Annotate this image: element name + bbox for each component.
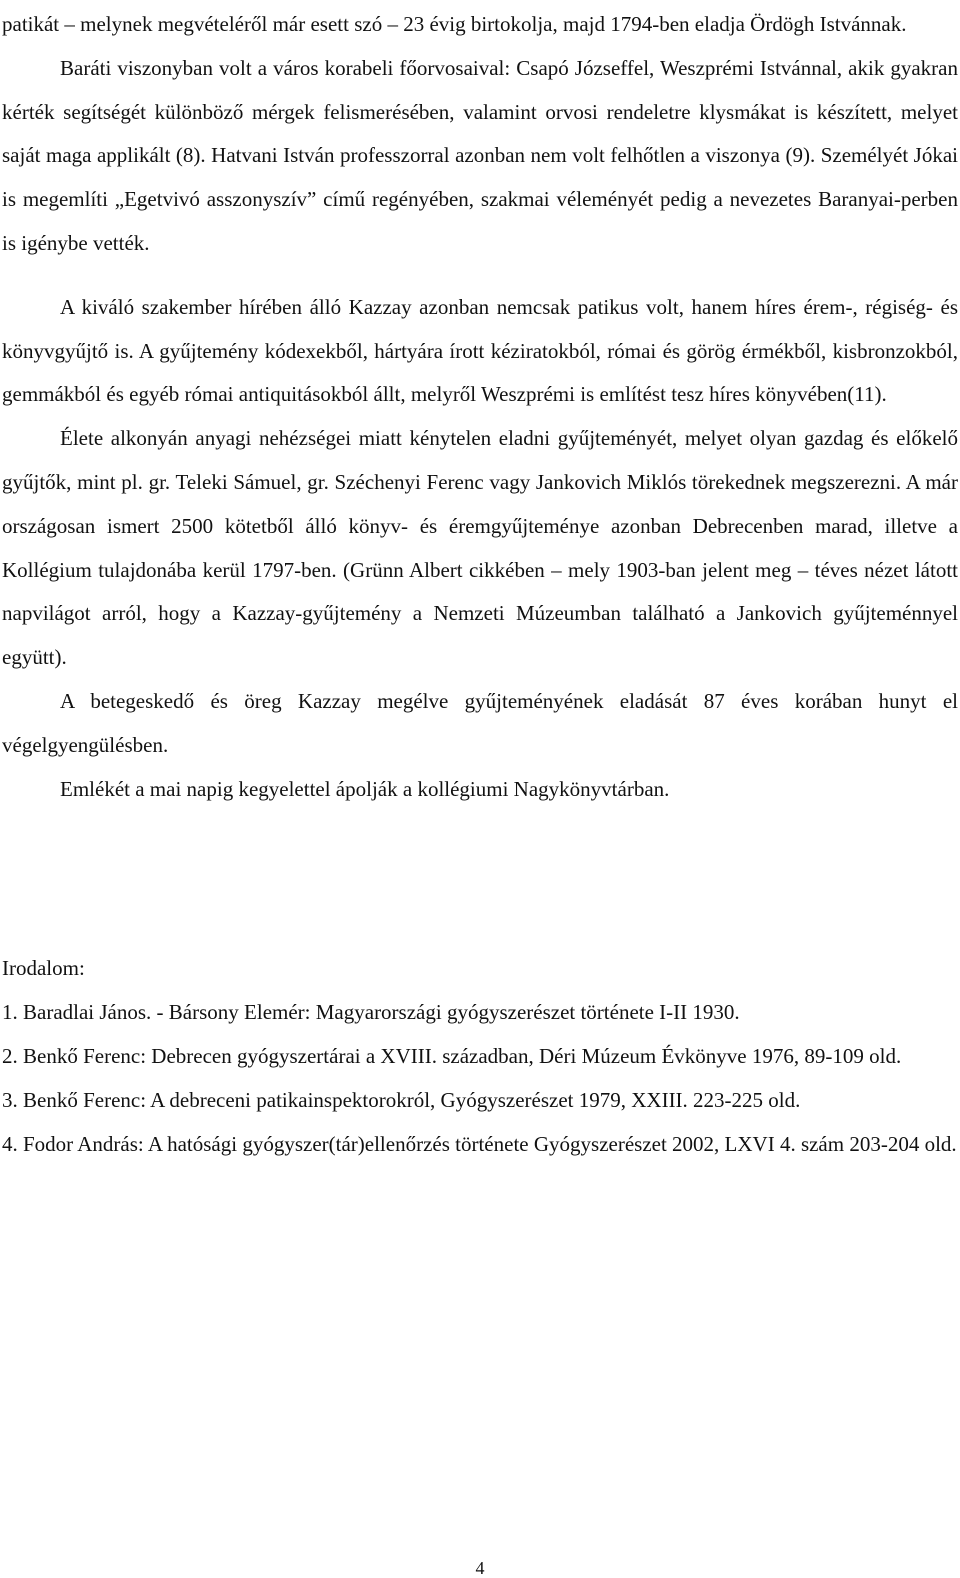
reference-number: 2. — [2, 1043, 18, 1068]
reference-number: 3. — [2, 1087, 18, 1112]
paragraph-4: Élete alkonyán anyagi nehézségei miatt kénytelen eladni gyűjteményét, melyet olyan gazdag és előkelő gyűjtők, mint pl. gr. Teleki Sámuel, gr. Széchenyi Ferenc vagy Jankovich Miklós törekednek megszerezni. A már országosan ismert 2500 kötetből álló könyv- és éremgyűjteménye azonban Debrecenben marad, illetve a Kollégium tulajdonába kerül 1797-ben. (Grünn Albert cikkében – mely 1903-ban jelent meg – téves nézet látott napvilágot arról, hogy a Kazzay-gyűjtemény a Nemzeti Múzeumban található a Jankovich gyűjteménnyel együtt). — [2, 426, 958, 670]
reference-item-1 — [2, 991, 958, 1035]
paragraph-3: A kiváló szakember hírében álló Kazzay azonban nemcsak patikus volt, hanem híres érem-, régiség- és könyvgyűjtő is. A gyűjtemény kódexekből, hártyára írott kéziratokból, római és görög érmékből, kisbronzokból, gemmákból és egyéb római antiquitásokból állt, melyről Weszprémi is említést tesz híres könyvében(11). — [2, 294, 958, 407]
paragraph-1: patikát – melynek megvételéről már esett szó – 23 évig birtokolja, majd 1794-ben eladja Ördögh Istvánnak. — [2, 12, 907, 36]
reference-text: Benkő Ferenc: Debrecen gyógyszertárai a XVIII. században, Déri Múzeum Évkönyve 1976, 89-109 old. — [23, 1043, 902, 1068]
reference-number: 4. — [2, 1131, 18, 1156]
reference-item-4 — [2, 1123, 958, 1167]
paragraph-2: Baráti viszonyban volt a város korabeli főorvosaival: Csapó Józseffel, Weszprémi Istvánnal, akik gyakran kérték segítségét különböző mérgek felismerésében, valamint orvosi rendeletre klysmákat is készített, melyet saját maga applikált (8). Hatvani István professzorral azonban nem volt felhőtlen a viszonya (9). Személyét Jókai is megemlíti „Egetvivó asszonyszív” című regényében, szakmai véleményét pedig a nevezetes Baranyai-perben is igénybe vették. — [2, 55, 958, 255]
reference-text: Fodor András: A hatósági gyógyszer(tár)ellenőrzés története Gyógyszerészet 2002, LXVI 4. szám 203-204 old. — [23, 1131, 957, 1156]
paragraph-5: A betegeskedő és öreg Kazzay megélve gyűjteményének eladását 87 éves korában hunyt el végelgyengülésben. — [2, 688, 958, 757]
reference-text: Baradlai János. - Bársony Elemér: Magyarországi gyógyszerészet története I-II 1930. — [23, 1000, 740, 1025]
reference-item-2 — [2, 1035, 958, 1079]
page-number: 4 — [475, 1558, 485, 1578]
paragraph-6: Emlékét a mai napig kegyelettel ápolják a kollégiumi Nagykönyvtárban. — [60, 776, 670, 801]
reference-item-3 — [2, 1079, 958, 1123]
reference-number: 1. — [2, 1000, 18, 1025]
references-heading: Irodalom: — [2, 956, 85, 981]
reference-text: Benkő Ferenc: A debreceni patikainspektorokról, Gyógyszerészet 1979, XXIII. 223-225 old. — [23, 1087, 801, 1112]
